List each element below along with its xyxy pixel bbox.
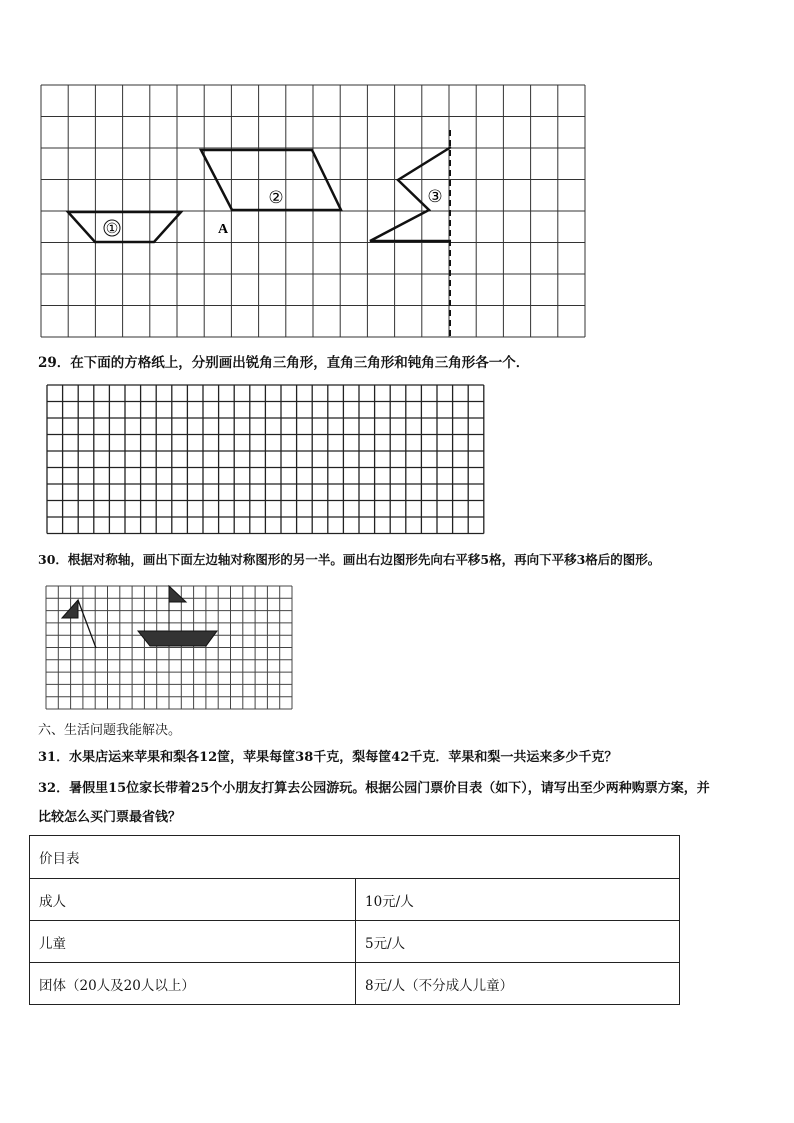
question-31 [38, 749, 617, 767]
question-31-number: 31． [38, 750, 70, 765]
q30-figure [0, 580, 794, 715]
section-6-title: 六、生活问题我能解决。 [38, 723, 182, 738]
question-32-number: 32． [38, 781, 70, 796]
ticket-price-cell: 8元/人（不分成人儿童） [356, 963, 680, 1005]
table-row [30, 963, 680, 1005]
question-32 [38, 780, 710, 798]
price-table-title: 价目表 [30, 836, 680, 879]
boat-hull [138, 631, 217, 646]
boat-flag [169, 586, 186, 602]
price-table [29, 835, 680, 1005]
left-half-shape [62, 600, 78, 618]
table-row [30, 879, 680, 921]
question-32-line2-text: 比较怎么买门票最省钱？ [38, 810, 182, 825]
question-30 [38, 551, 660, 569]
ticket-price-cell: 10元/人 [356, 879, 680, 921]
question-32-line1: 暑假里15位家长带着25个小朋友打算去公园游玩。根据公园门票价目表（如下），请写出至少两种购票方案，并 [69, 781, 710, 796]
question-30-number: 30． [38, 552, 68, 567]
shape-3-label: ③ [427, 187, 443, 206]
q29-grid-paper [0, 380, 794, 540]
question-29-number: 29． [38, 355, 71, 371]
question-31-text: 水果店运来苹果和梨各12筐，苹果每筐38千克，梨每筐42千克．苹果和梨一共运来多少千克？ [69, 750, 618, 765]
price-table-title-row [30, 836, 680, 879]
ticket-type-cell: 儿童 [30, 921, 356, 963]
trapezoid-shape-1 [68, 212, 181, 242]
left-symmetry-axis [78, 600, 96, 648]
point-label-a: A [217, 222, 229, 237]
ticket-price-cell: 5元/人 [356, 921, 680, 963]
ticket-type-cell: 成人 [30, 879, 356, 921]
question-32-line2 [38, 809, 181, 827]
table-row [30, 921, 680, 963]
question-29 [38, 354, 529, 372]
question-30-text: 根据对称轴，画出下面左边轴对称图形的另一半。画出右边图形先向右平移5格，再向下平移3格后的图形。 [67, 552, 661, 567]
top-grid-figure [0, 0, 794, 345]
question-29-text: 在下面的方格纸上，分别画出锐角三角形，直角三角形和钝角三角形各一个． [70, 355, 530, 371]
ticket-type-cell: 团体（20人及20人以上） [30, 963, 356, 1005]
shape-1-label: ① [105, 222, 119, 237]
shape-2-label: ② [268, 188, 284, 207]
